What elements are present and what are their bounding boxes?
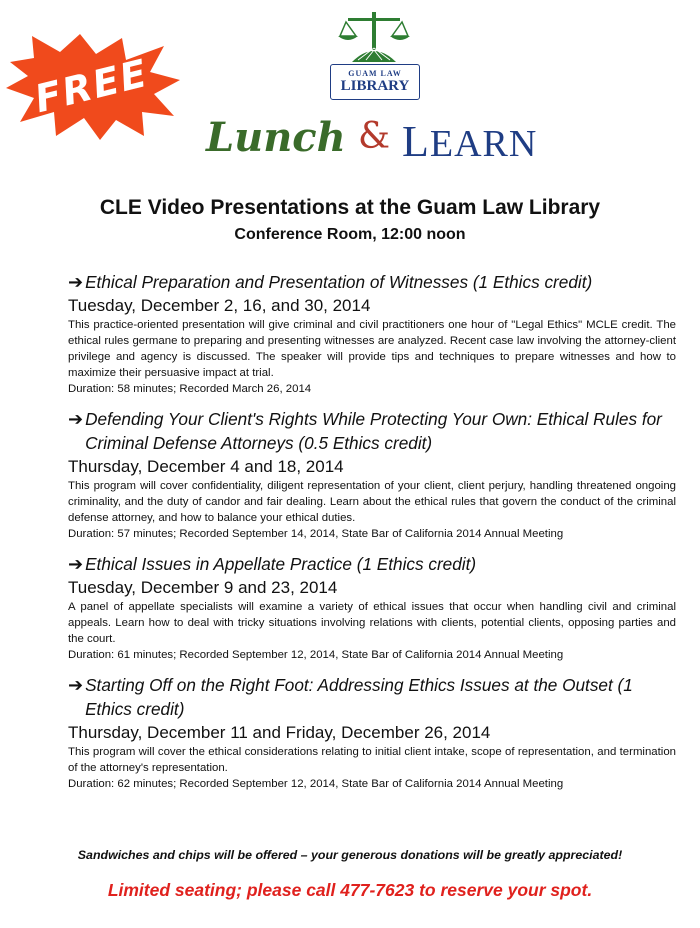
session-description: A panel of appellate specialists will examine a variety of ethical issues that occur when handling civil and criminal appeals. Learn how to deal with tricky situations involving relations with clients, potential clients, opposing parties and the court.: [68, 601, 676, 645]
learn-word: [402, 116, 537, 167]
session-title-text: Ethical Preparation and Presentation of Witnesses (1 Ethics credit): [85, 272, 593, 292]
guam-law-library-logo: [326, 10, 422, 98]
right-arrow-icon: ➔: [68, 554, 84, 574]
session-date: Thursday, December 11 and Friday, December 26, 2014: [68, 723, 491, 742]
session-title: [68, 673, 676, 721]
learn-rest: EARN: [429, 123, 538, 165]
lunch-and-learn-heading: [200, 108, 580, 164]
session-item: [68, 673, 676, 792]
session-duration: Duration: 57 minutes; Recorded September 14, 2014, State Bar of California 2014 Annual Meeting: [68, 528, 564, 540]
ampersand: &: [358, 116, 391, 157]
session-list: [68, 270, 676, 802]
session-duration: Duration: 61 minutes; Recorded September 12, 2014, State Bar of California 2014 Annual Meeting: [68, 649, 564, 661]
session-duration: Duration: 62 minutes; Recorded September 12, 2014, State Bar of California 2014 Annual Meeting: [68, 778, 564, 790]
right-arrow-icon: ➔: [68, 409, 84, 429]
session-item: [68, 552, 676, 663]
session-description: This program will cover the ethical considerations relating to initial client intake, scope of representation, and termination of the attorney's representation.: [68, 746, 676, 774]
free-label: FREE: [30, 50, 153, 122]
logo-line1: GUAM LAW: [348, 69, 402, 78]
session-title: [68, 270, 676, 294]
scales-of-justice-icon: [338, 10, 410, 66]
session-description: This program will cover confidentiality, diligent representation of your client, client perjury, handling threatened ongoing criminality, and the duty of candor and fair dealing. Learn about the ethical rules that govern the conduct of the criminal defense attorney, and how to balance your ethical duties.: [68, 480, 676, 524]
session-title: [68, 407, 676, 455]
session-item: [68, 407, 676, 542]
session-title-text: Ethical Issues in Appellate Practice (1 Ethics credit): [85, 554, 477, 574]
reservation-call-to-action: Limited seating; please call 477-7623 to reserve your spot.: [107, 880, 593, 900]
session-duration: Duration: 58 minutes; Recorded March 26, 2014: [68, 383, 312, 395]
right-arrow-icon: ➔: [68, 675, 84, 695]
session-description: This practice-oriented presentation will give criminal and civil practitioners one hour of "Legal Ethics" MCLE credit. The ethical rules germane to preparing and presenting witnesses are analyzed. Recent case law involving the attorney-client privilege and agency is discussed. The speaker will provide tips and techniques to prepare witnesses and how to maximize their persuasive impact at trial.: [68, 319, 676, 379]
refreshments-note: Sandwiches and chips will be offered – your generous donations will be greatly appreciated!: [77, 848, 623, 862]
session-date: Tuesday, December 2, 16, and 30, 2014: [68, 296, 371, 315]
page-subtitle: Conference Room, 12:00 noon: [234, 226, 466, 243]
session-date: Tuesday, December 9 and 23, 2014: [68, 578, 338, 597]
lunch-word: Lunch: [206, 114, 346, 161]
page-title: CLE Video Presentations at the Guam Law Library: [99, 196, 601, 219]
session-title: [68, 552, 676, 576]
session-title-text: Starting Off on the Right Foot: Addressing Ethics Issues at the Outset (1 Ethics credit): [85, 675, 633, 719]
session-date: Thursday, December 4 and 18, 2014: [68, 457, 344, 476]
session-title-text: Defending Your Client's Rights While Protecting Your Own: Ethical Rules for Criminal Defense Attorneys (0.5 Ethics credit): [85, 409, 662, 453]
learn-cap: L: [402, 117, 430, 166]
logo-line2: LIBRARY: [340, 78, 410, 94]
free-badge: [4, 32, 184, 142]
session-item: [68, 270, 676, 397]
logo-plate: [330, 64, 420, 100]
right-arrow-icon: ➔: [68, 272, 84, 292]
